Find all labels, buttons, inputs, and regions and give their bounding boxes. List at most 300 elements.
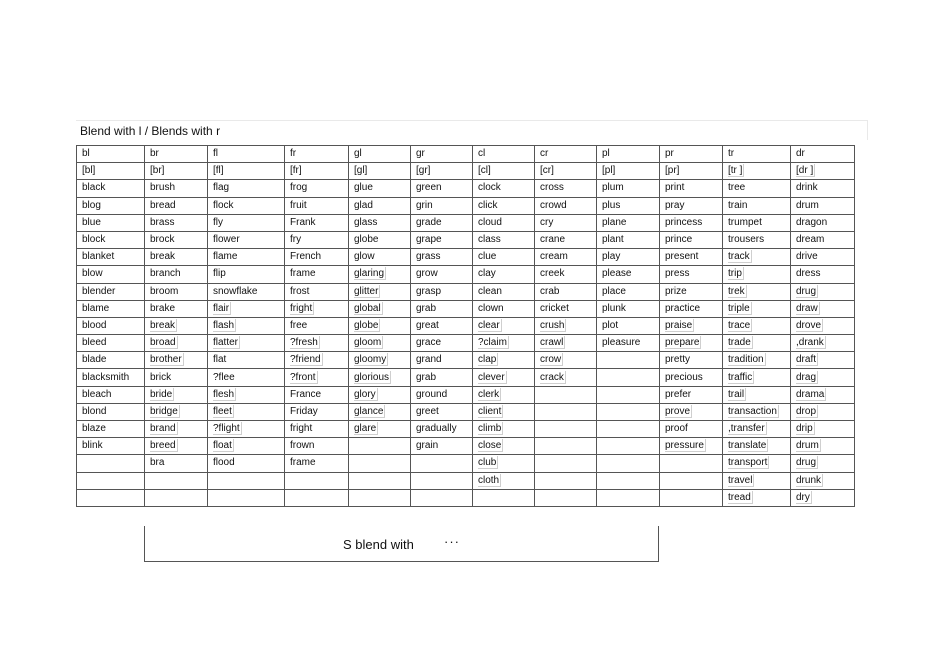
table-cell [77, 300, 145, 317]
table-cell [535, 180, 597, 197]
word-cell: flip [213, 268, 226, 280]
table-cell [145, 231, 208, 248]
table-cell [535, 197, 597, 214]
word-cell: glad [354, 199, 373, 211]
table-cell [145, 403, 208, 420]
table-cell [208, 438, 285, 455]
word-cell: glaring [354, 268, 385, 280]
word-cell: ,drank [796, 337, 824, 349]
table-cell [208, 386, 285, 403]
word-cell: brand [150, 423, 176, 435]
word-cell: crow [540, 354, 562, 366]
table-row [77, 283, 855, 300]
table-cell [791, 197, 855, 214]
table-cell [349, 266, 411, 283]
table-cell [145, 300, 208, 317]
table-cell [473, 421, 535, 438]
table-cell [77, 317, 145, 334]
table-cell [597, 352, 660, 369]
table-cell [660, 421, 723, 438]
table-row [77, 317, 855, 334]
table-cell [473, 386, 535, 403]
word-cell: blacksmith [82, 371, 130, 383]
word-cell: dress [796, 268, 821, 280]
table-cell [597, 266, 660, 283]
word-cell: grand [416, 354, 442, 366]
table-cell [411, 317, 473, 334]
column-header: fr [290, 148, 297, 160]
table-row [77, 472, 855, 489]
table-cell [208, 369, 285, 386]
table-cell [349, 438, 411, 455]
word-cell: prove [665, 405, 691, 417]
table-cell [473, 403, 535, 420]
page-title: Blend with l / Blends with r [76, 120, 868, 140]
table-cell [791, 455, 855, 472]
table-cell [411, 472, 473, 489]
word-cell: pretty [665, 354, 691, 366]
column-header: dr [796, 148, 805, 160]
table-cell [349, 300, 411, 317]
table-cell [723, 146, 791, 163]
word-cell: frost [290, 285, 310, 297]
table-cell [791, 386, 855, 403]
word-cell: tradition [728, 354, 764, 366]
column-header: pr [665, 148, 674, 160]
word-cell: drove [796, 319, 822, 331]
word-cell: track [728, 251, 750, 263]
word-cell: pray [665, 199, 685, 211]
table-cell [208, 489, 285, 506]
word-cell: glow [354, 251, 375, 263]
table-cell [791, 214, 855, 231]
table-cell [723, 197, 791, 214]
word-cell: grow [416, 268, 438, 280]
table-row [77, 197, 855, 214]
table-cell [285, 369, 349, 386]
table-row [77, 249, 855, 266]
word-cell: broad [150, 337, 176, 349]
word-cell: brass [150, 216, 175, 228]
table-cell [723, 283, 791, 300]
word-cell: clap [478, 354, 497, 366]
table-cell [660, 231, 723, 248]
word-cell: flesh [213, 388, 235, 400]
word-cell: drip [796, 423, 813, 435]
table-cell [77, 369, 145, 386]
table-cell [145, 146, 208, 163]
word-cell: ,transfer [728, 423, 765, 435]
word-cell: Frank [290, 216, 316, 228]
table-cell [208, 197, 285, 214]
table-cell [597, 197, 660, 214]
table-cell [535, 231, 597, 248]
word-cell: broom [150, 285, 179, 297]
word-cell: glue [354, 182, 373, 194]
table-cell [411, 386, 473, 403]
table-cell [535, 489, 597, 506]
word-cell: grape [416, 234, 442, 246]
blends-table [76, 145, 855, 507]
table-cell [723, 266, 791, 283]
table-cell [77, 146, 145, 163]
word-cell: tree [728, 182, 746, 194]
table-cell [411, 421, 473, 438]
word-cell: present [665, 251, 699, 263]
table-cell [723, 249, 791, 266]
table-cell [660, 352, 723, 369]
word-cell: crowd [540, 199, 567, 211]
table-cell [660, 317, 723, 334]
table-cell [208, 317, 285, 334]
word-cell: gloom [354, 337, 382, 349]
table-cell [597, 438, 660, 455]
table-cell [411, 214, 473, 231]
phonetic-label: [br] [150, 165, 165, 177]
table-cell [145, 335, 208, 352]
word-cell: glass [354, 216, 378, 228]
word-cell: click [478, 199, 498, 211]
word-cell: cry [540, 216, 554, 228]
table-cell [411, 180, 473, 197]
table-cell [145, 197, 208, 214]
word-cell: break [150, 319, 176, 331]
word-cell: class [478, 234, 501, 246]
word-cell: blender [82, 285, 116, 297]
word-cell: crab [540, 285, 560, 297]
table-cell [77, 438, 145, 455]
table-cell [208, 352, 285, 369]
table-cell [349, 489, 411, 506]
table-cell [473, 472, 535, 489]
word-cell: bra [150, 457, 165, 469]
table-cell [723, 300, 791, 317]
table-cell [208, 266, 285, 283]
word-cell: frown [290, 440, 315, 452]
table-cell [145, 317, 208, 334]
table-cell [791, 352, 855, 369]
word-cell: cricket [540, 302, 569, 314]
word-cell: blink [82, 440, 103, 452]
word-cell: black [82, 182, 106, 194]
table-cell [411, 455, 473, 472]
word-cell: praise [665, 319, 693, 331]
table-cell [349, 472, 411, 489]
word-cell: plus [602, 199, 621, 211]
word-cell: climb [478, 423, 502, 435]
word-cell: cream [540, 251, 568, 263]
table-row [77, 438, 855, 455]
word-cell: practice [665, 302, 701, 314]
word-cell: drum [796, 440, 819, 452]
table-cell [660, 369, 723, 386]
word-cell: frame [290, 457, 316, 469]
table-cell [349, 283, 411, 300]
word-cell: snowflake [213, 285, 258, 297]
table-cell [473, 489, 535, 506]
table-cell [535, 438, 597, 455]
table-cell [473, 369, 535, 386]
phonetic-label: [fl] [213, 165, 224, 177]
table-cell [660, 403, 723, 420]
table-cell [349, 197, 411, 214]
word-cell: blood [82, 319, 107, 331]
table-cell [791, 403, 855, 420]
table-cell [723, 214, 791, 231]
table-cell [473, 231, 535, 248]
word-cell: translate [728, 440, 767, 452]
table-cell [77, 283, 145, 300]
table-row [77, 180, 855, 197]
word-cell: ?flight [213, 423, 240, 435]
table-cell [660, 472, 723, 489]
word-cell: cloth [478, 474, 500, 486]
table-cell [411, 283, 473, 300]
table-cell [145, 455, 208, 472]
table-cell [208, 249, 285, 266]
table-cell [791, 300, 855, 317]
table-cell [411, 335, 473, 352]
table-cell [597, 335, 660, 352]
table-cell [285, 146, 349, 163]
word-cell: trek [728, 285, 745, 297]
word-cell: breed [150, 440, 176, 452]
table-cell [349, 146, 411, 163]
word-cell: drunk [796, 474, 822, 486]
word-cell: plane [602, 216, 627, 228]
word-cell: French [290, 251, 322, 263]
table-cell [208, 231, 285, 248]
word-cell: draft [796, 354, 817, 366]
word-cell: blog [82, 199, 101, 211]
table-cell [145, 386, 208, 403]
table-cell [285, 197, 349, 214]
table-cell [285, 421, 349, 438]
table-cell [411, 163, 473, 180]
table-cell [411, 266, 473, 283]
table-cell [660, 438, 723, 455]
column-header: gl [354, 148, 362, 160]
table-cell [77, 489, 145, 506]
table-cell [791, 283, 855, 300]
table-cell [791, 266, 855, 283]
word-cell: cloud [478, 216, 502, 228]
table-cell [208, 180, 285, 197]
word-cell: precious [665, 371, 703, 383]
table-row [77, 266, 855, 283]
word-cell: flood [213, 457, 235, 469]
word-cell: plant [602, 234, 624, 246]
word-cell: grasp [416, 285, 442, 297]
word-cell: plum [602, 182, 624, 194]
table-cell [411, 489, 473, 506]
table-cell [285, 249, 349, 266]
word-cell: float [213, 440, 232, 452]
table-cell [723, 163, 791, 180]
table-cell [411, 352, 473, 369]
word-cell: trail [728, 388, 745, 400]
table-cell [208, 421, 285, 438]
word-cell: crawl [540, 337, 564, 349]
word-cell: ?flee [213, 371, 235, 383]
table-cell [411, 197, 473, 214]
column-header: cr [540, 148, 549, 160]
table-cell [660, 214, 723, 231]
table-cell [473, 249, 535, 266]
word-cell: flatter [213, 337, 239, 349]
word-cell: drama [796, 388, 825, 400]
word-cell: global [354, 302, 381, 314]
table-cell [597, 214, 660, 231]
table-cell [285, 352, 349, 369]
word-cell: please [602, 268, 632, 280]
table-cell [473, 266, 535, 283]
word-cell: bridge [150, 405, 178, 417]
table-cell [723, 438, 791, 455]
table-cell [349, 180, 411, 197]
word-cell: frame [290, 268, 316, 280]
table-cell [597, 369, 660, 386]
table-cell [145, 214, 208, 231]
table-cell [473, 438, 535, 455]
table-cell [660, 283, 723, 300]
word-cell: club [478, 457, 497, 469]
word-cell: pressure [665, 440, 704, 452]
word-cell: bleed [82, 337, 107, 349]
word-cell: brake [150, 302, 176, 314]
word-cell: drug [796, 457, 817, 469]
word-cell: globe [354, 234, 379, 246]
table-cell [473, 300, 535, 317]
word-cell: ?front [290, 371, 316, 383]
table-cell [535, 146, 597, 163]
table-cell [77, 197, 145, 214]
table-row [77, 489, 855, 506]
table-row [77, 403, 855, 420]
column-header: bl [82, 148, 90, 160]
table-cell [535, 214, 597, 231]
table-cell [285, 455, 349, 472]
word-cell: crack [540, 371, 564, 383]
word-cell: greet [416, 405, 439, 417]
word-cell: fry [290, 234, 302, 246]
word-cell: flair [213, 302, 230, 314]
word-cell: dragon [796, 216, 828, 228]
table-cell [660, 266, 723, 283]
word-cell: grade [416, 216, 442, 228]
table-cell [791, 438, 855, 455]
word-cell: clown [478, 302, 504, 314]
table-cell [145, 489, 208, 506]
phonetic-label: [gl] [354, 165, 368, 177]
table-row [77, 335, 855, 352]
word-cell: glare [354, 423, 377, 435]
table-cell [285, 163, 349, 180]
word-cell: clever [478, 371, 505, 383]
word-cell: prepare [665, 337, 700, 349]
table-cell [535, 335, 597, 352]
word-cell: bleach [82, 388, 112, 400]
word-cell: flag [213, 182, 230, 194]
word-cell: frog [290, 182, 308, 194]
table-cell [535, 472, 597, 489]
word-cell: drag [796, 371, 817, 383]
word-cell: plot [602, 319, 619, 331]
word-cell: glorious [354, 371, 390, 383]
table-cell [145, 266, 208, 283]
word-cell: glitter [354, 285, 379, 297]
word-cell: clay [478, 268, 496, 280]
table-cell [208, 300, 285, 317]
table-cell [791, 249, 855, 266]
table-cell [285, 231, 349, 248]
table-cell [473, 283, 535, 300]
word-cell: play [602, 251, 621, 263]
phonetic-label: [pr] [665, 165, 680, 177]
word-cell: gloomy [354, 354, 387, 366]
phonetic-label: [cr] [540, 165, 554, 177]
table-cell [285, 403, 349, 420]
table-cell [349, 163, 411, 180]
table-cell [349, 403, 411, 420]
table-cell [411, 369, 473, 386]
table-cell [411, 146, 473, 163]
table-cell [285, 386, 349, 403]
table-cell [145, 369, 208, 386]
table-row [77, 421, 855, 438]
table-cell [723, 231, 791, 248]
word-cell: fruit [290, 199, 307, 211]
word-cell: plunk [602, 302, 626, 314]
word-cell: drum [796, 199, 819, 211]
word-cell: crush [540, 319, 565, 331]
word-cell: transport [728, 457, 768, 469]
table-cell [660, 386, 723, 403]
table-cell [723, 455, 791, 472]
table-row [77, 369, 855, 386]
table-cell [145, 163, 208, 180]
table-cell [208, 283, 285, 300]
table-cell [660, 180, 723, 197]
table-cell [285, 335, 349, 352]
word-cell: close [478, 440, 502, 452]
word-cell: grab [416, 371, 437, 383]
table-cell [535, 455, 597, 472]
word-cell: traffic [728, 371, 753, 383]
table-cell [77, 266, 145, 283]
table-cell [77, 249, 145, 266]
table-cell [723, 403, 791, 420]
table-cell [208, 455, 285, 472]
table-cell [597, 163, 660, 180]
table-cell [411, 438, 473, 455]
column-header: br [150, 148, 159, 160]
table-cell [535, 421, 597, 438]
word-cell: trade [728, 337, 751, 349]
table-cell [208, 403, 285, 420]
table-cell [723, 352, 791, 369]
table-cell [411, 249, 473, 266]
table-cell [660, 335, 723, 352]
word-cell: great [416, 319, 439, 331]
table-cell [660, 249, 723, 266]
phonetic-row [77, 163, 855, 180]
word-cell: fly [213, 216, 223, 228]
word-cell: brock [150, 234, 175, 246]
word-cell: grace [416, 337, 442, 349]
table-cell [473, 163, 535, 180]
word-cell: fright [290, 302, 313, 314]
